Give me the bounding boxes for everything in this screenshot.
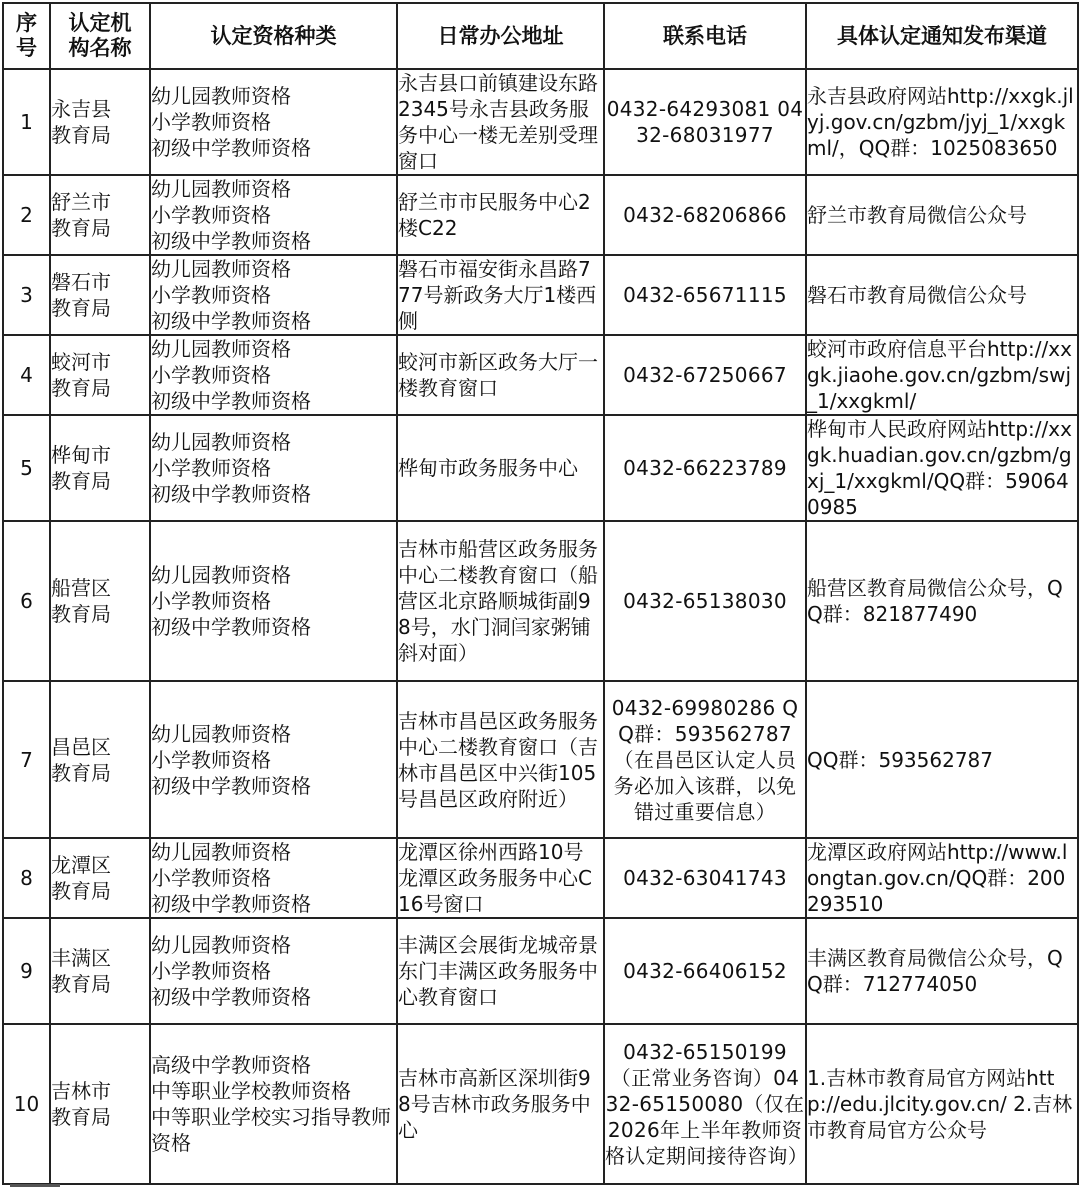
- notice-channel: 船营区教育局微信公众号，QQ群：821877490: [806, 521, 1078, 681]
- qualification-type: 中等职业学校实习指导教师资格: [151, 1105, 391, 1155]
- org-name: 永吉县教育局: [50, 69, 150, 175]
- contact-phone: 0432-64293081 0432-68031977: [604, 69, 806, 175]
- table-row: [3, 1024, 1078, 1184]
- org-name: 龙潭区教育局: [50, 838, 150, 918]
- notice-channel: 1.吉林市教育局官方网站http://edu.jlcity.gov.cn/ 2.吉林市教育局官方公众号: [806, 1024, 1078, 1184]
- qualification-types: [150, 415, 397, 521]
- org-name: 桦甸市教育局: [50, 415, 150, 521]
- contact-phone: 0432-66223789: [604, 415, 806, 521]
- qualification-type: 初级中学教师资格: [151, 985, 311, 1009]
- table-row: [3, 175, 1078, 255]
- org-name: 舒兰市教育局: [50, 175, 150, 255]
- office-address: 丰满区会展街龙城帝景东门丰满区政务服务中心教育窗口: [397, 918, 604, 1024]
- table-row: [3, 521, 1078, 681]
- qualification-type: 初级中学教师资格: [151, 482, 311, 506]
- qualification-type: 小学教师资格: [151, 456, 271, 480]
- table-row: [3, 69, 1078, 175]
- row-number: 2: [3, 175, 50, 255]
- org-name: 昌邑区教育局: [50, 681, 150, 838]
- qualification-type: 初级中学教师资格: [151, 229, 311, 253]
- table-row: [3, 335, 1078, 415]
- qualification-type: 初级中学教师资格: [151, 615, 311, 639]
- certification-table: [2, 2, 1079, 1185]
- header-phone: 联系电话: [604, 3, 806, 69]
- header-channel: 具体认定通知发布渠道: [806, 3, 1078, 69]
- office-address: 吉林市高新区深圳街98号吉林市政务服务中心: [397, 1024, 604, 1184]
- notice-channel: 龙潭区政府网站http://www.longtan.gov.cn/QQ群：200293510: [806, 838, 1078, 918]
- qualification-type: 初级中学教师资格: [151, 773, 311, 798]
- row-number: 7: [3, 681, 50, 838]
- contact-phone: 0432-65150199（正常业务咨询）0432-65150080（仅在2026年上半年教师资格认定期间接待咨询）: [604, 1024, 806, 1184]
- qualification-type: 幼儿园教师资格: [151, 933, 291, 957]
- contact-phone: 0432-66406152: [604, 918, 806, 1024]
- notice-channel: 蛟河市政府信息平台http://xxgk.jiaohe.gov.cn/gzbm/swj_1/xxgkml/: [806, 335, 1078, 415]
- row-number: 10: [3, 1024, 50, 1184]
- qualification-types: [150, 681, 397, 838]
- qualification-type: 初级中学教师资格: [151, 892, 311, 916]
- qualification-types: [150, 175, 397, 255]
- table-row: [3, 918, 1078, 1024]
- notice-channel: 磐石市教育局微信公众号: [806, 255, 1078, 335]
- office-address: 吉林市船营区政务服务中心二楼教育窗口（船营区北京路顺城街副98号，水门洞闫家粥铺斜对面）: [397, 521, 604, 681]
- qualification-type: 初级中学教师资格: [151, 136, 311, 160]
- org-name: 磐石市教育局: [50, 255, 150, 335]
- header-no: 序号: [3, 3, 50, 69]
- qualification-type: 幼儿园教师资格: [151, 840, 291, 864]
- contact-phone: 0432-69980286 QQ群：593562787（在昌邑区认定人员务必加入该群，以免错过重要信息）: [604, 681, 806, 838]
- qualification-type: 幼儿园教师资格: [151, 430, 291, 454]
- header-types: 认定资格种类: [150, 3, 397, 69]
- qualification-type: 小学教师资格: [151, 283, 271, 307]
- contact-phone: 0432-67250667: [604, 335, 806, 415]
- row-number: 1: [3, 69, 50, 175]
- office-address: 蛟河市新区政务大厅一楼教育窗口: [397, 335, 604, 415]
- qualification-type: 幼儿园教师资格: [151, 177, 291, 201]
- qualification-type: 小学教师资格: [151, 959, 271, 983]
- table-row: [3, 681, 1078, 838]
- office-address: 龙潭区徐州西路10号龙潭区政务服务中心C16号窗口: [397, 838, 604, 918]
- table-row: [3, 838, 1078, 918]
- qualification-type: 高级中学教师资格: [151, 1053, 311, 1077]
- row-number: 9: [3, 918, 50, 1024]
- header-org: 认定机构名称: [50, 3, 150, 69]
- notice-channel: 永吉县政府网站http://xxgk.jlyj.gov.cn/gzbm/jyj_1/xxgkml/，QQ群：1025083650: [806, 69, 1078, 175]
- qualification-type: 小学教师资格: [151, 747, 271, 772]
- notice-channel: QQ群：593562787: [806, 681, 1078, 838]
- row-number: 3: [3, 255, 50, 335]
- office-address: 桦甸市政务服务中心: [397, 415, 604, 521]
- office-address: 磐石市福安街永昌路777号新政务大厅1楼西侧: [397, 255, 604, 335]
- office-address: 舒兰市市民服务中心2楼C22: [397, 175, 604, 255]
- qualification-type: 幼儿园教师资格: [151, 84, 291, 108]
- row-number: 4: [3, 335, 50, 415]
- contact-phone: 0432-65671115: [604, 255, 806, 335]
- office-address: 吉林市昌邑区政务服务中心二楼教育窗口（吉林市昌邑区中兴街105号昌邑区政府附近）: [397, 681, 604, 838]
- org-name: 蛟河市教育局: [50, 335, 150, 415]
- qualification-type: 幼儿园教师资格: [151, 563, 291, 587]
- qualification-type: 小学教师资格: [151, 110, 271, 134]
- contact-phone: 0432-63041743: [604, 838, 806, 918]
- table-row: [3, 415, 1078, 521]
- contact-phone: 0432-65138030: [604, 521, 806, 681]
- bottom-edge-mark: [10, 1184, 60, 1187]
- notice-channel: 舒兰市教育局微信公众号: [806, 175, 1078, 255]
- qualification-type: 幼儿园教师资格: [151, 721, 291, 746]
- qualification-type: 初级中学教师资格: [151, 389, 311, 413]
- qualification-types: [150, 255, 397, 335]
- qualification-types: [150, 521, 397, 681]
- row-number: 6: [3, 521, 50, 681]
- qualification-types: [150, 838, 397, 918]
- qualification-type: 小学教师资格: [151, 363, 271, 387]
- header-row: [3, 3, 1078, 69]
- org-name: 吉林市教育局: [50, 1024, 150, 1184]
- qualification-type: 幼儿园教师资格: [151, 337, 291, 361]
- qualification-types: [150, 69, 397, 175]
- header-address: 日常办公地址: [397, 3, 604, 69]
- qualification-type: 小学教师资格: [151, 589, 271, 613]
- qualification-type: 初级中学教师资格: [151, 309, 311, 333]
- notice-channel: 桦甸市人民政府网站http://xxgk.huadian.gov.cn/gzbm/gxj_1/xxgkml/QQ群：590640985: [806, 415, 1078, 521]
- qualification-type: 小学教师资格: [151, 203, 271, 227]
- office-address: 永吉县口前镇建设东路2345号永吉县政务服务中心一楼无差别受理窗口: [397, 69, 604, 175]
- qualification-type: 小学教师资格: [151, 866, 271, 890]
- qualification-types: [150, 335, 397, 415]
- org-name: 丰满区教育局: [50, 918, 150, 1024]
- contact-phone: 0432-68206866: [604, 175, 806, 255]
- qualification-types: [150, 1024, 397, 1184]
- qualification-type: 幼儿园教师资格: [151, 257, 291, 281]
- table-row: [3, 255, 1078, 335]
- org-name: 船营区教育局: [50, 521, 150, 681]
- qualification-type: 中等职业学校教师资格: [151, 1079, 351, 1103]
- row-number: 8: [3, 838, 50, 918]
- notice-channel: 丰满区教育局微信公众号，QQ群：712774050: [806, 918, 1078, 1024]
- qualification-types: [150, 918, 397, 1024]
- row-number: 5: [3, 415, 50, 521]
